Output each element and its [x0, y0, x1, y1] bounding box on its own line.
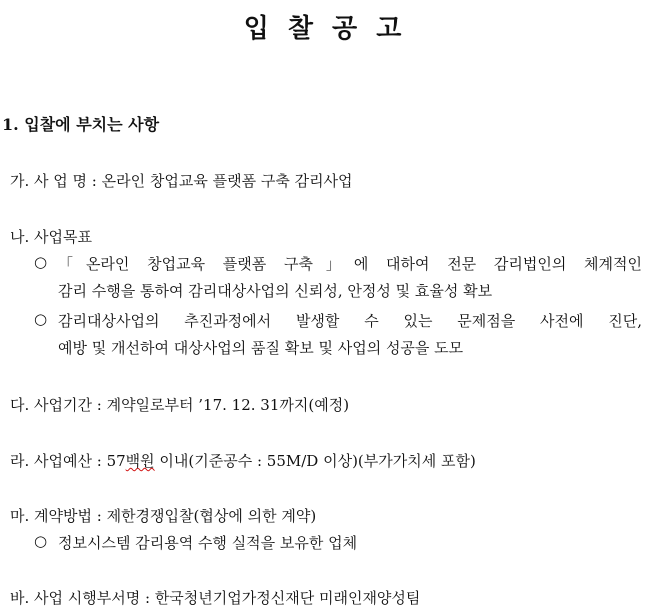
goal-bullet-2-line-1: 감리대상사업의 추진과정에서 발생할 수 있는 문제점을 사전에 진단,: [58, 312, 642, 330]
bullet-circle-icon: ○: [34, 253, 48, 271]
goal-bullet-2-line-2: 예방 및 개선하여 대상사업의 품질 확보 및 사업의 성공을 도모: [58, 339, 464, 357]
item-department: 바. 사업 시행부서명 : 한국청년기업가정신재단 미래인재양성팀: [10, 589, 421, 607]
budget-unit-underlined: 백원: [125, 452, 155, 470]
item-business-budget: [10, 450, 476, 471]
item-contract-method: 마. 계약방법 : 제한경쟁입찰(협상에 의한 계약): [10, 507, 317, 525]
goal-bullet-1-line-2: 감리 수행을 통하여 감리대상사업의 신뢰성, 안정성 및 효율성 확보: [58, 282, 493, 300]
contract-bullet-text: 정보시스템 감리용역 수행 실적을 보유한 업체: [58, 534, 358, 552]
item-business-goal: 나. 사업목표: [10, 228, 92, 246]
item-business-period: 다. 사업기간 : 계약일로부터 ’17. 12. 31까지(예정): [10, 396, 350, 414]
budget-suffix: 이내(기준공수 : 55M/D 이상)(부가가치세 포함): [154, 452, 476, 470]
bullet-circle-icon: ○: [34, 532, 48, 550]
document-title: 입 찰 공 고: [243, 14, 404, 44]
section-heading: 1. 입찰에 부치는 사항: [2, 115, 160, 134]
bullet-circle-icon: ○: [34, 310, 48, 328]
goal-bullet-1-line-1: 「온라인 창업교육 플랫폼 구축」에 대하여 전문 감리법인의 체계적인: [58, 255, 642, 273]
item-business-name: 가. 사 업 명 : 온라인 창업교육 플랫폼 구축 감리사업: [10, 172, 353, 190]
budget-prefix: 라. 사업예산 : 57: [10, 452, 126, 470]
